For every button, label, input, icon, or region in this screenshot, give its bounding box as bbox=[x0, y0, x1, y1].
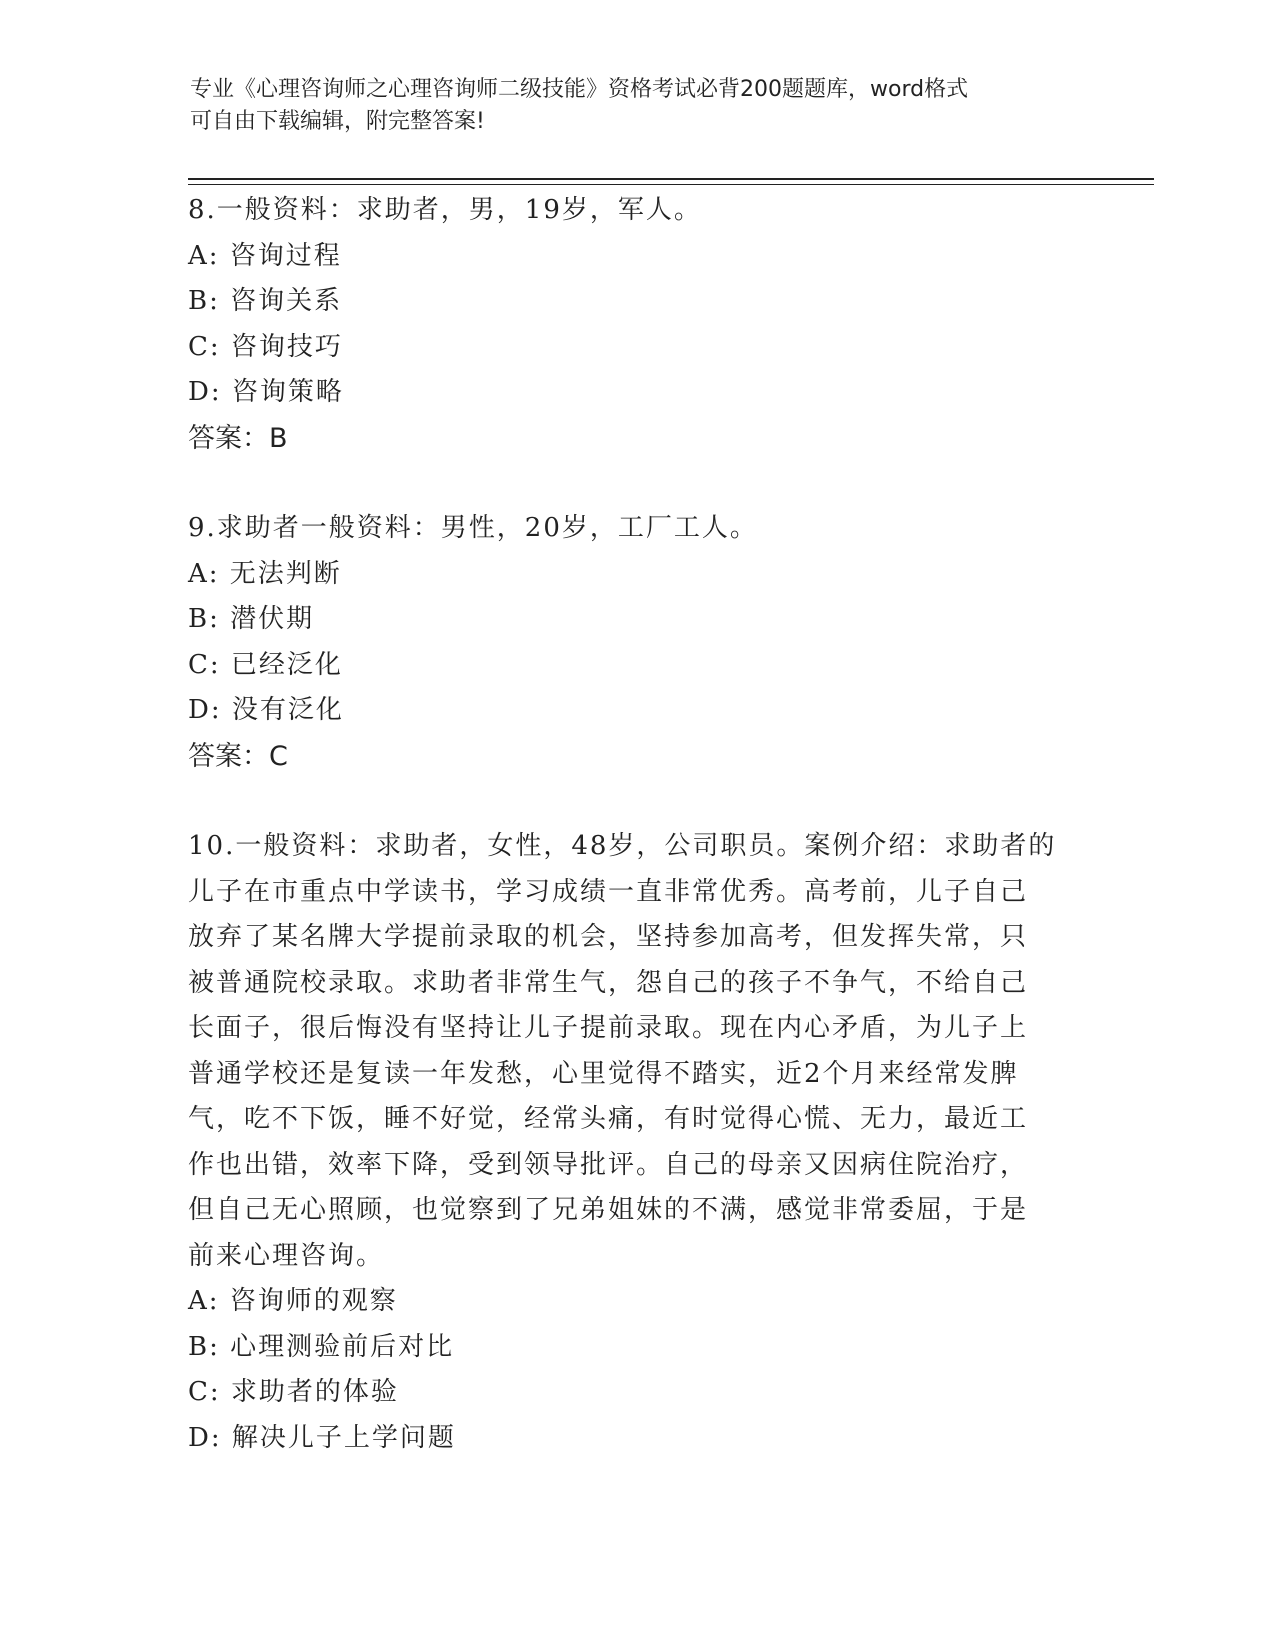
question-list bbox=[188, 188, 1088, 1506]
question-stem-line: 长面子，很后悔没有坚持让儿子提前录取。现在内心矛盾，为儿子上 bbox=[188, 1013, 1029, 1043]
option-d: D: 咨询策略 bbox=[188, 377, 344, 407]
question-8 bbox=[188, 188, 1088, 461]
answer-label: 答案：C bbox=[188, 740, 288, 772]
option-a: A: 咨询师的观察 bbox=[188, 1286, 398, 1316]
question-stem-line: 被普通院校录取。求助者非常生气，怨自己的孩子不争气，不给自己 bbox=[188, 967, 1029, 998]
option-b: B: 咨询关系 bbox=[188, 286, 343, 316]
question-stem-line: 气，吃不下饭，睡不好觉，经常头痛，有时觉得心慌、无力，最近工 bbox=[188, 1104, 1029, 1134]
question-stem-line: 10.一般资料：求助者，女性，48岁，公司职员。案例介绍：求助者的 bbox=[188, 831, 1057, 861]
option-d: D: 没有泛化 bbox=[188, 695, 344, 725]
question-10 bbox=[188, 824, 1088, 1461]
question-stem-line: 普通学校还是复读一年发愁，心里觉得不踏实，近2个月来经常发脾 bbox=[188, 1058, 1019, 1089]
question-stem-line: 作也出错，效率下降，受到领导批评。自己的母亲又因病住院治疗， bbox=[188, 1149, 1029, 1180]
question-stem-line: 放弃了某名牌大学提前录取的机会，坚持参加高考，但发挥失常，只 bbox=[188, 922, 1029, 952]
header-line-1: 专业《心理咨询师之心理咨询师二级技能》资格考试必背200题题库，word格式 bbox=[190, 77, 969, 102]
option-c: C: 咨询技巧 bbox=[188, 331, 343, 362]
document-header bbox=[190, 74, 1070, 138]
option-c: C: 求助者的体验 bbox=[188, 1377, 399, 1407]
question-9 bbox=[188, 506, 1088, 779]
question-stem: 8.一般资料：求助者，男，19岁，军人。 bbox=[188, 195, 702, 225]
option-a: A: 咨询过程 bbox=[188, 240, 342, 271]
header-divider-thick bbox=[188, 178, 1154, 180]
question-stem-line: 前来心理咨询。 bbox=[188, 1240, 385, 1271]
header-divider-thin bbox=[188, 184, 1154, 185]
question-stem-line: 但自己无心照顾，也觉察到了兄弟姐妹的不满，感觉非常委屈，于是 bbox=[188, 1195, 1029, 1225]
answer-label: 答案：B bbox=[188, 422, 288, 454]
question-stem-line: 儿子在市重点中学读书，学习成绩一直非常优秀。高考前，儿子自己 bbox=[188, 876, 1029, 907]
option-b: B: 心理测验前后对比 bbox=[188, 1331, 455, 1362]
question-stem: 9.求助者一般资料：男性，20岁，工厂工人。 bbox=[188, 513, 758, 543]
option-b: B: 潜伏期 bbox=[188, 604, 315, 634]
option-d: D: 解决儿子上学问题 bbox=[188, 1422, 456, 1453]
option-a: A: 无法判断 bbox=[188, 558, 342, 589]
option-c: C: 已经泛化 bbox=[188, 649, 343, 680]
header-line-2: 可自由下载编辑，附完整答案! bbox=[190, 109, 485, 134]
